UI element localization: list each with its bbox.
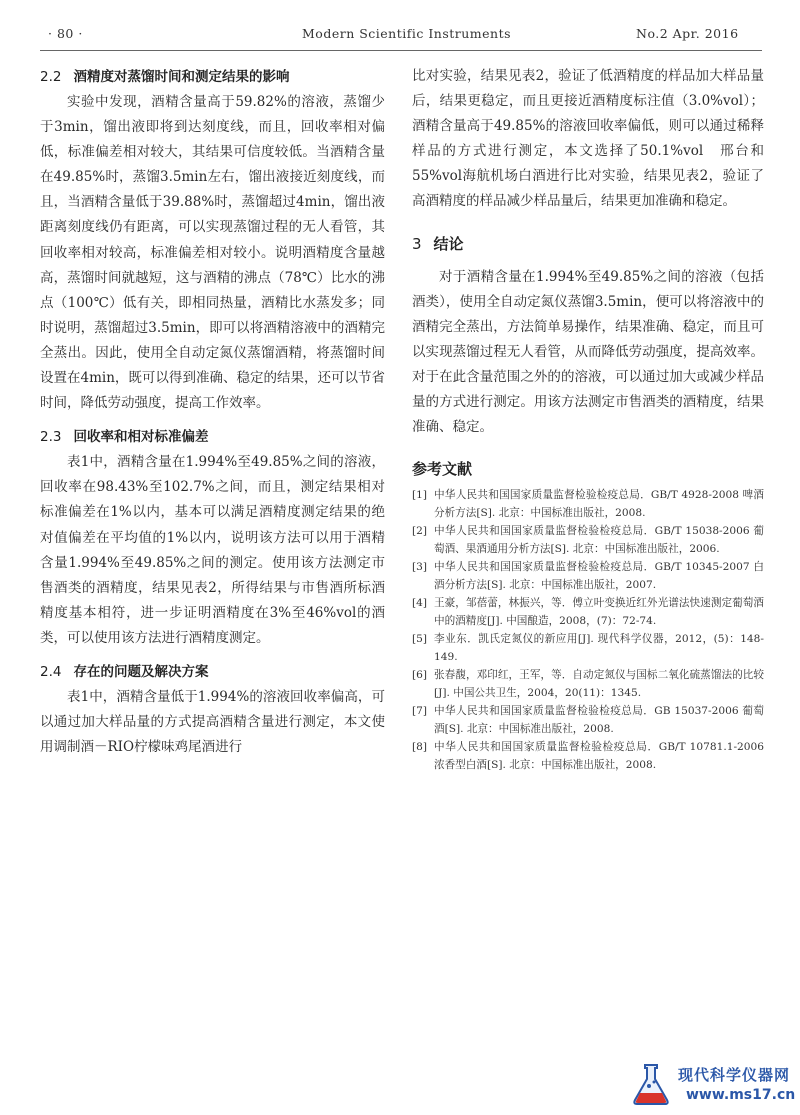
section-2-4-heading — [40, 659, 385, 685]
reference-number: [2] — [412, 525, 428, 538]
reference-text: 中华人民共和国国家质量监督检验检疫总局．GB/T 15038-2006 葡萄酒、果酒通用分析方法[S]. 北京：中国标准出版社，2006. — [434, 525, 764, 556]
reference-text: 中华人民共和国国家质量监督检验检疫总局．GB/T 10345-2007 白酒分析方法[S]. 北京：中国标准出版社，2007. — [434, 561, 764, 592]
reference-item — [412, 666, 764, 702]
reference-number: [6] — [412, 669, 428, 682]
section-title: 结论 — [433, 234, 464, 253]
issue-info: No.2 Apr. 2016 — [636, 26, 739, 41]
section-2-3-paragraph: 表1中，酒精含量在1.994%至49.85%之间的溶液，回收率在98.43%至102.7%之间，而且，测定结果相对标准偏差在1%以内，基本可以满足酒精度测定结果的绝对值偏差在平均值的1%以内，说明该方法可以用于酒精含量1.994%至49.85%之间的测定。使用该方法测定市售酒类的酒精度，结果见表2，所得结果与市售酒所标酒精度基本相符，进一步证明酒精度在3%至46%vol的酒类，可以使用该方法进行酒精度测定。 — [40, 454, 385, 646]
right-column — [412, 64, 764, 774]
reference-item — [412, 702, 764, 738]
reference-item — [412, 558, 764, 594]
reference-text: 李业东．凯氏定氮仪的新应用[J]. 现代科学仪器，2012，(5)：148-149. — [434, 633, 764, 664]
section-number: 2.3 — [40, 429, 62, 446]
section-number: 3 — [412, 234, 422, 253]
continuation-paragraph: 比对实验，结果见表2，验证了低酒精度的样品加大样品量后，结果更稳定，而且更接近酒精度标注值（3.0%vol）；酒精含量高于49.85%的溶液回收率偏低，则可以通过稀释样品的方式进行测定，本文选择了50.1%vol 邢台和55%vol海航机场白酒进行比对实验，结果见表2，验证了高酒精度的样品减少样品量后，结果更加准确和稳定。 — [412, 68, 764, 210]
reference-number: [4] — [412, 597, 428, 610]
reference-item — [412, 486, 764, 522]
site-watermark — [630, 1060, 798, 1110]
references-heading: 参考文献 — [412, 460, 473, 479]
reference-item — [412, 630, 764, 666]
reference-text: 中华人民共和国国家质量监督检验检疫总局．GB 15037-2006 葡萄酒[S]. 北京：中国标准出版社，2008. — [434, 705, 764, 736]
reference-text: 王豪，邹蓓蕾，林振兴，等．傅立叶变换近红外光谱法快速测定葡萄酒中的酒精度[J]. 中国酿造，2008，(7)：72-74. — [434, 597, 764, 628]
reference-number: [8] — [412, 741, 428, 754]
section-2-2-paragraph: 实验中发现，酒精含量高于59.82%的溶液，蒸馏少于3min，馏出液即将到达刻度线，而且，回收率相对偏低，标准偏差相对较大，其结果可信度较低。当酒精含量在49.85%时，蒸馏3.5min左右，馏出液接近刻度线，而且，当酒精含量低于39.88%时，蒸馏超过4min，馏出液距离刻度线仍有距离，可以实现蒸馏过程的无人看管，其回收率相对较高，标准偏差相对较小。说明酒精度含量越高，蒸馏时间就越短，这与酒精的沸点（78℃）比水的沸点（100℃）低有关，即相同热量，酒精比水蒸发多；同时说明，蒸馏超过3.5min，即可以将酒精溶液中的酒精完全蒸出。因此，使用全自动定氮仪蒸馏酒精，将蒸馏时间设置在4min，既可以得到准确、稳定的结果，还可以节省时间，降低劳动强度，提高工作效率。 — [40, 94, 385, 412]
reference-item — [412, 594, 764, 630]
section-2-4-paragraph: 表1中，酒精含量低于1.994%的溶液回收率偏高，可以通过加大样品量的方式提高酒精含量进行测定，本文使用调制酒－RIO柠檬味鸡尾酒进行 — [40, 688, 385, 756]
reference-text: 中华人民共和国国家质量监督检验检疫总局．GB/T 10781.1-2006 浓香型白酒[S]. 北京：中国标准出版社，2008. — [434, 741, 764, 772]
section-2-2-heading — [40, 64, 385, 90]
reference-list — [412, 486, 764, 774]
watermark-title: 现代科学仪器网 — [678, 1066, 791, 1084]
section-3-heading — [412, 229, 764, 259]
section-number: 2.4 — [40, 663, 62, 680]
watermark-url: www.ms17.cn — [686, 1087, 796, 1103]
section-title: 存在的问题及解决方案 — [73, 663, 209, 680]
left-column — [40, 64, 385, 760]
flask-logo-icon — [630, 1062, 672, 1106]
conclusion-paragraph: 对于酒精含量在1.994%至49.85%之间的溶液（包括酒类），使用全自动定氮仪蒸馏3.5min，便可以将溶液中的酒精完全蒸出，方法简单易操作，结果准确、稳定，而且可以实现蒸馏过程无人看管，从而降低劳动强度，提高效率。对于在此含量范围之外的的溶液，可以通过加大或减少样品量的方式进行测定。用该方法测定市售酒类的酒精度，结果准确、稳定。 — [412, 268, 764, 436]
section-title: 回收率和相对标准偏差 — [73, 429, 209, 446]
section-number: 2.2 — [40, 69, 62, 85]
reference-number: [3] — [412, 561, 428, 574]
section-title: 酒精度对蒸馏时间和测定结果的影响 — [73, 69, 290, 85]
reference-item — [412, 738, 764, 774]
journal-title: Modern Scientific Instruments — [302, 26, 512, 41]
reference-number: [7] — [412, 705, 428, 718]
reference-text: 张春馥，邓印红，王军，等．自动定氮仪与国标二氧化硫蒸馏法的比较[J]. 中国公共卫生，2004，20(11)：1345. — [434, 669, 764, 700]
section-2-3-heading — [40, 424, 385, 450]
page-number: · 80 · — [48, 26, 83, 41]
reference-number: [1] — [412, 489, 428, 502]
reference-number: [5] — [412, 633, 428, 646]
reference-text: 中华人民共和国国家质量监督检验检疫总局．GB/T 4928-2008 啤酒分析方法[S]. 北京：中国标准出版社，2008. — [434, 489, 764, 520]
header-rule — [40, 50, 762, 51]
reference-item — [412, 522, 764, 558]
